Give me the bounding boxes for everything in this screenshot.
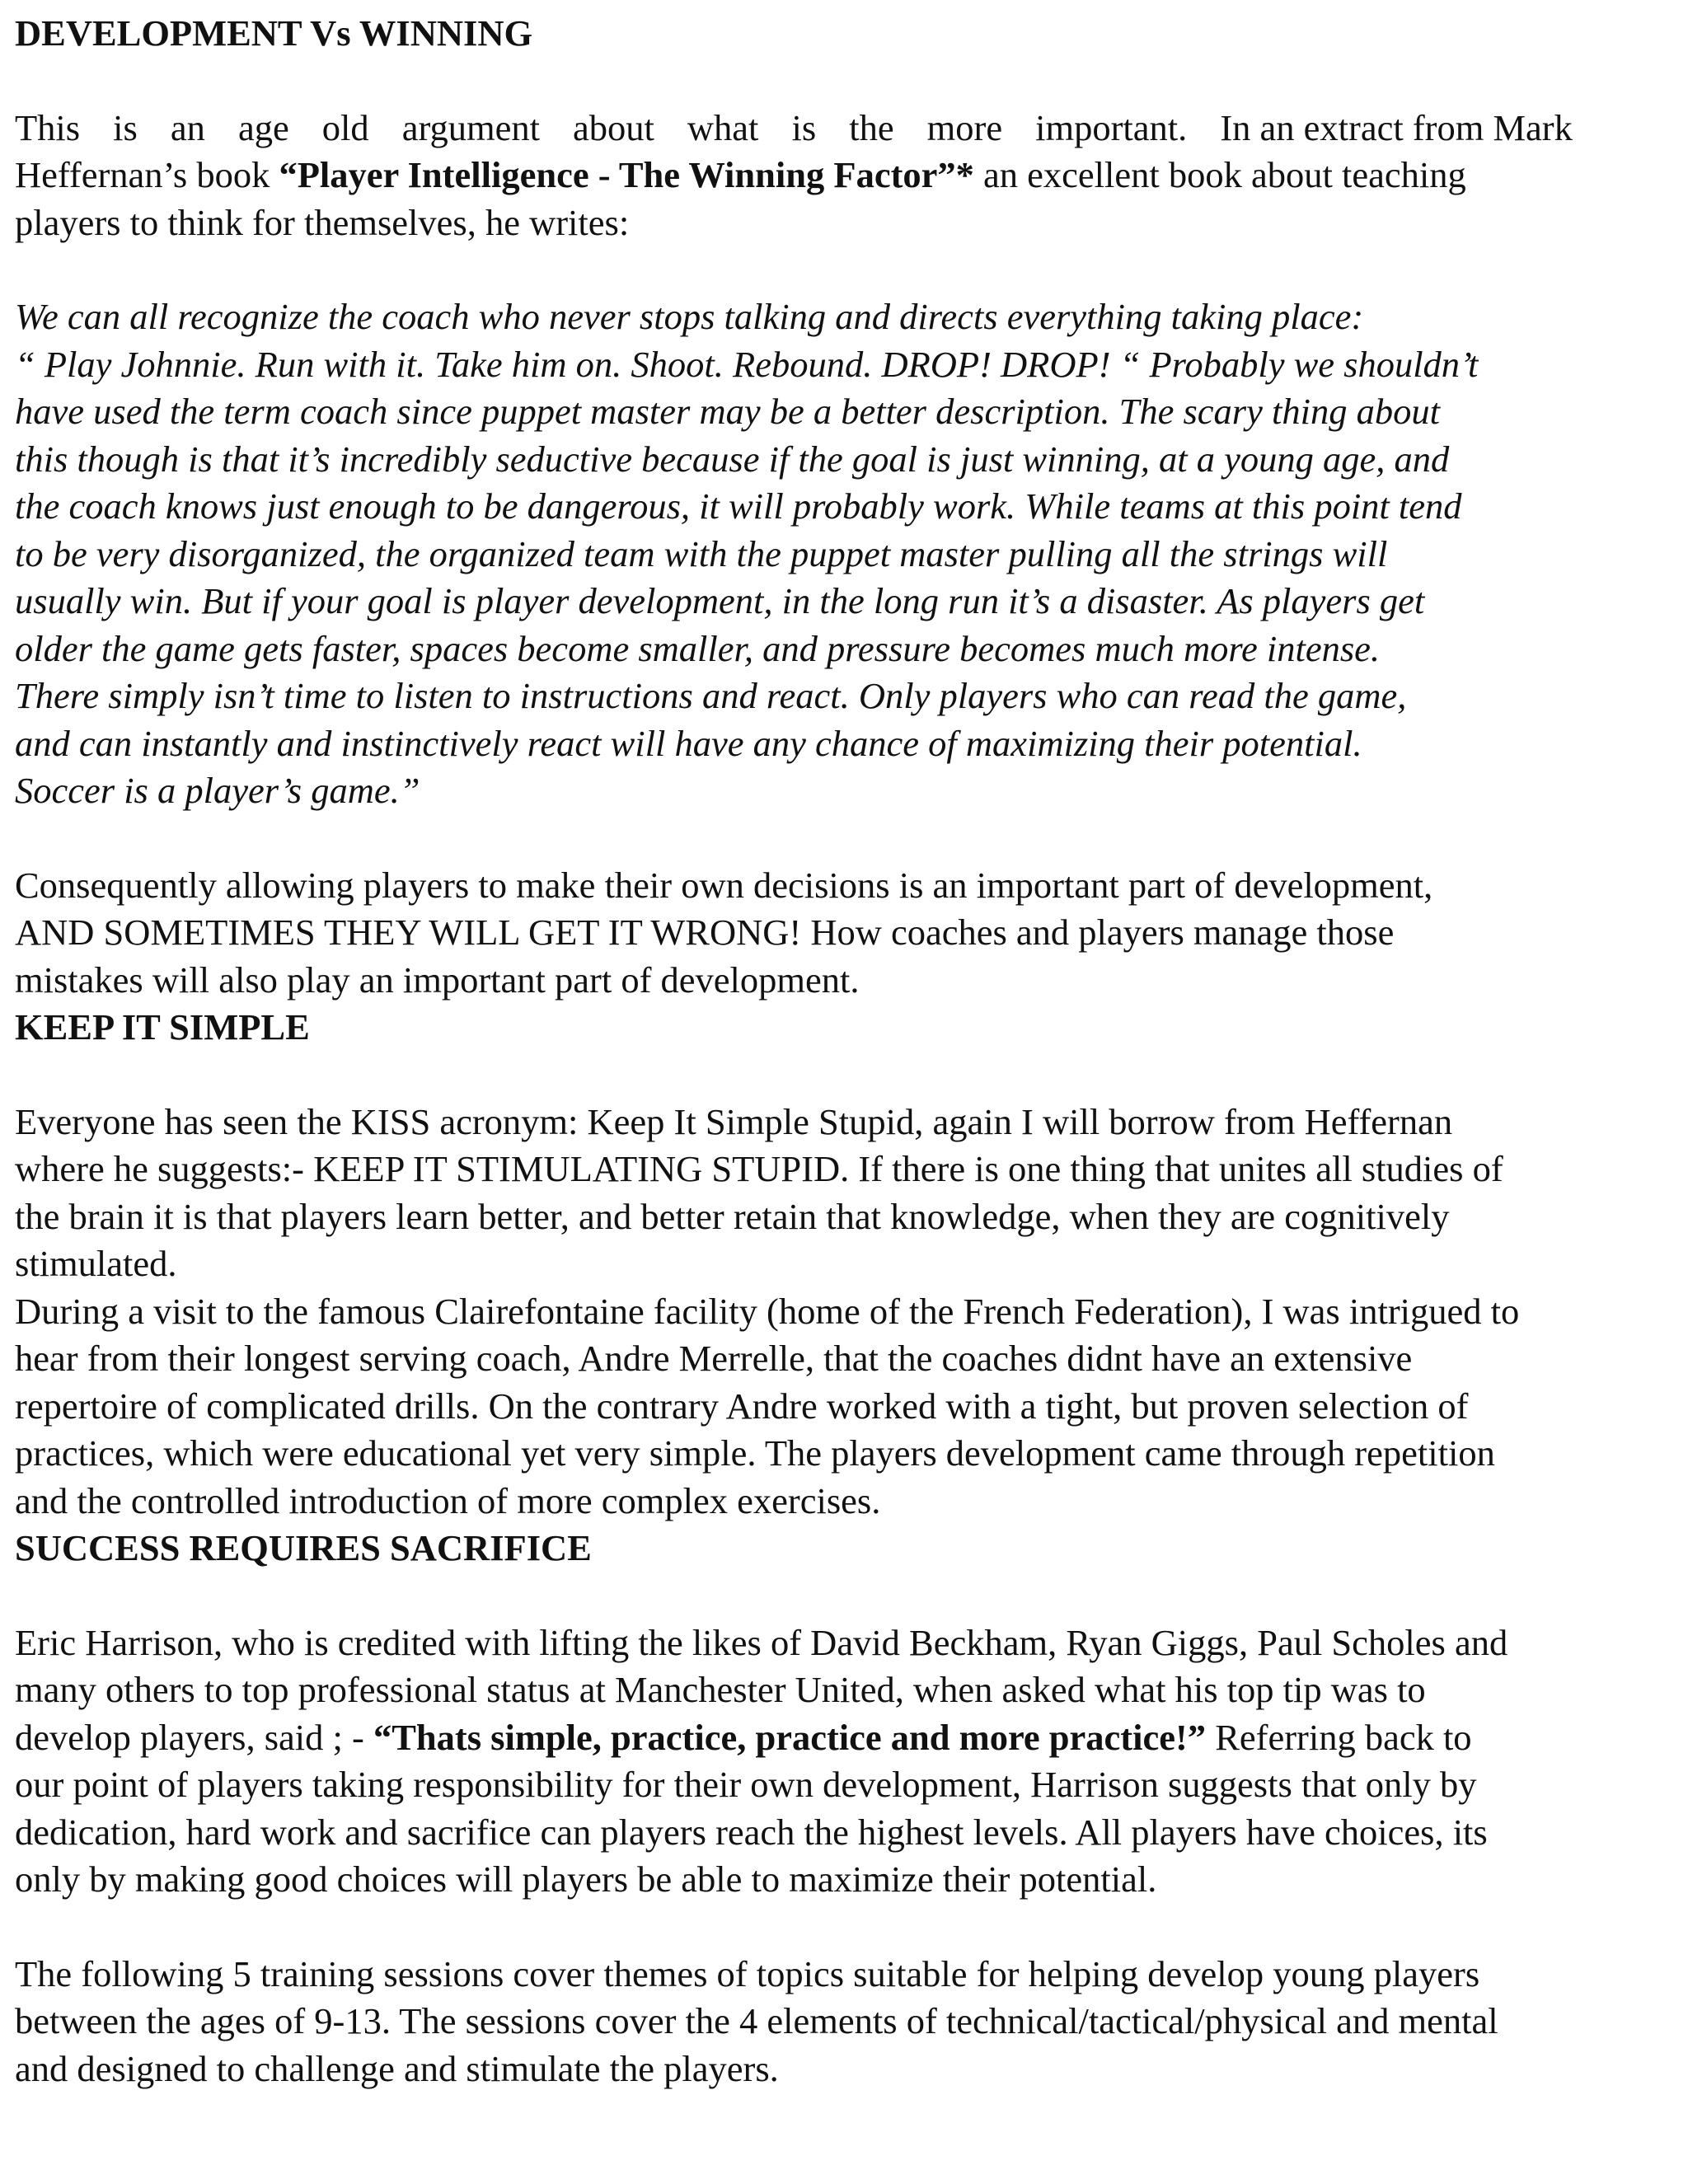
quote-line: have used the term coach since puppet master may be a better description. The scary thing about xyxy=(15,391,1440,432)
intro-text: an excellent book about teaching xyxy=(973,154,1466,195)
harrison-line: only by making good choices will players be able to maximize their potential. xyxy=(15,1858,1157,1900)
quote-line: the coach knows just enough to be dangerous, it will probably work. While teams at this point tend xyxy=(15,485,1462,527)
intro-word: what xyxy=(687,106,759,148)
clairefontaine-paragraph xyxy=(15,1288,1672,1526)
quote-line: older the game gets faster, spaces become smaller, and pressure becomes much more intense. xyxy=(15,627,1381,669)
harrison-line: Eric Harrison, who is credited with lifting the likes of David Beckham, Ryan Giggs, Paul Scholes and xyxy=(15,1621,1508,1663)
closing-line: between the ages of 9-13. The sessions cover the 4 elements of technical/tactical/physical and mental xyxy=(15,2000,1498,2041)
intro-word: argument xyxy=(401,106,540,148)
clairefontaine-line: During a visit to the famous Clairefontaine facility (home of the French Federation), I was intrigued to xyxy=(15,1290,1520,1332)
intro-word: the xyxy=(849,106,894,148)
kiss-line: Everyone has seen the KISS acronym: Keep It Simple Stupid, again I will borrow from Heffernan xyxy=(15,1100,1453,1142)
intro-word: important. xyxy=(1035,106,1188,148)
heffernan-quote xyxy=(15,293,1672,815)
intro-word: In an extract from Mark xyxy=(1220,106,1573,148)
clairefontaine-line: and the controlled introduction of more complex exercises. xyxy=(15,1479,881,1521)
intro-word: is xyxy=(791,106,817,148)
closing-paragraph xyxy=(15,1951,1672,2093)
harrison-text: Referring back to xyxy=(1206,1716,1472,1758)
closing-line: and designed to challenge and stimulate the players. xyxy=(15,2047,779,2089)
intro-word: This xyxy=(15,106,81,148)
kiss-line: the brain it is that players learn better, and better retain that knowledge, when they are cognitively xyxy=(15,1195,1450,1237)
intro-paragraph xyxy=(15,105,1672,247)
clairefontaine-line: hear from their longest serving coach, Andre Merrelle, that the coaches didnt have an extensive xyxy=(15,1338,1413,1379)
quote-line: Soccer is a player’s game.” xyxy=(15,770,420,811)
conclusion-paragraph xyxy=(15,862,1672,1005)
section-heading-keep-simple: KEEP IT SIMPLE xyxy=(15,1006,310,1047)
section-heading-development: DEVELOPMENT Vs WINNING xyxy=(15,12,533,54)
quote-line: We can all recognize the coach who never stops talking and directs everything taking place: xyxy=(15,296,1364,337)
harrison-paragraph xyxy=(15,1619,1672,1904)
intro-line-3: players to think for themselves, he writes: xyxy=(15,201,630,243)
quote-line: There simply isn’t time to listen to instructions and react. Only players who can read the game, xyxy=(15,675,1407,716)
conclusion-line: Consequently allowing players to make their own decisions is an important part of development, xyxy=(15,864,1433,906)
kiss-line: stimulated. xyxy=(15,1243,177,1284)
closing-line: The following 5 training sessions cover themes of topics suitable for helping develop young players xyxy=(15,1952,1480,1994)
kiss-line: where he suggests:- KEEP IT STIMULATING STUPID. If there is one thing that unites all studies of xyxy=(15,1148,1503,1189)
intro-word: about xyxy=(573,106,654,148)
section-heading-success: SUCCESS REQUIRES SACRIFICE xyxy=(15,1527,592,1568)
quote-line: this though is that it’s incredibly seductive because if the goal is just winning, at a young age, and xyxy=(15,438,1450,480)
clairefontaine-line: practices, which were educational yet very simple. The players development came through repetition xyxy=(15,1432,1495,1474)
harrison-line: dedication, hard work and sacrifice can players reach the highest levels. All players have choices, its xyxy=(15,1811,1488,1853)
harrison-line xyxy=(15,1714,1672,1762)
quote-line: “ Play Johnnie. Run with it. Take him on. Shoot. Rebound. DROP! DROP! “ Probably we shouldn’t xyxy=(15,343,1479,385)
kiss-paragraph xyxy=(15,1099,1672,1288)
intro-word: more xyxy=(926,106,1003,148)
quote-line: and can instantly and instinctively react will have any chance of maximizing their potential. xyxy=(15,722,1362,764)
clairefontaine-line: repertoire of complicated drills. On the contrary Andre worked with a tight, but proven selection of xyxy=(15,1385,1469,1427)
quote-line: to be very disorganized, the organized team with the puppet master pulling all the strings will xyxy=(15,532,1388,574)
intro-line-1 xyxy=(15,105,1672,152)
conclusion-line: AND SOMETIMES THEY WILL GET IT WRONG! How coaches and players manage those xyxy=(15,912,1395,953)
intro-word: old xyxy=(321,106,369,148)
book-title: “Player Intelligence - The Winning Factor”* xyxy=(279,154,974,195)
intro-word: age xyxy=(237,106,289,148)
document-page xyxy=(15,10,1672,2093)
intro-line-2 xyxy=(15,152,1672,199)
harrison-text: develop players, said ; - xyxy=(15,1716,373,1758)
harrison-line: many others to top professional status at Manchester United, when asked what his top tip was to xyxy=(15,1669,1426,1710)
harrison-line: our point of players taking responsibility for their own development, Harrison suggests that only by xyxy=(15,1764,1477,1805)
intro-word: an xyxy=(170,106,205,148)
quote-line: usually win. But if your goal is player development, in the long run it’s a disaster. As players get xyxy=(15,580,1425,621)
intro-text: Heffernan’s book xyxy=(15,154,279,195)
intro-word: is xyxy=(113,106,138,148)
conclusion-line: mistakes will also play an important part of development. xyxy=(15,958,860,1001)
harrison-quote: “Thats simple, practice, practice and more practice!” xyxy=(373,1716,1207,1758)
